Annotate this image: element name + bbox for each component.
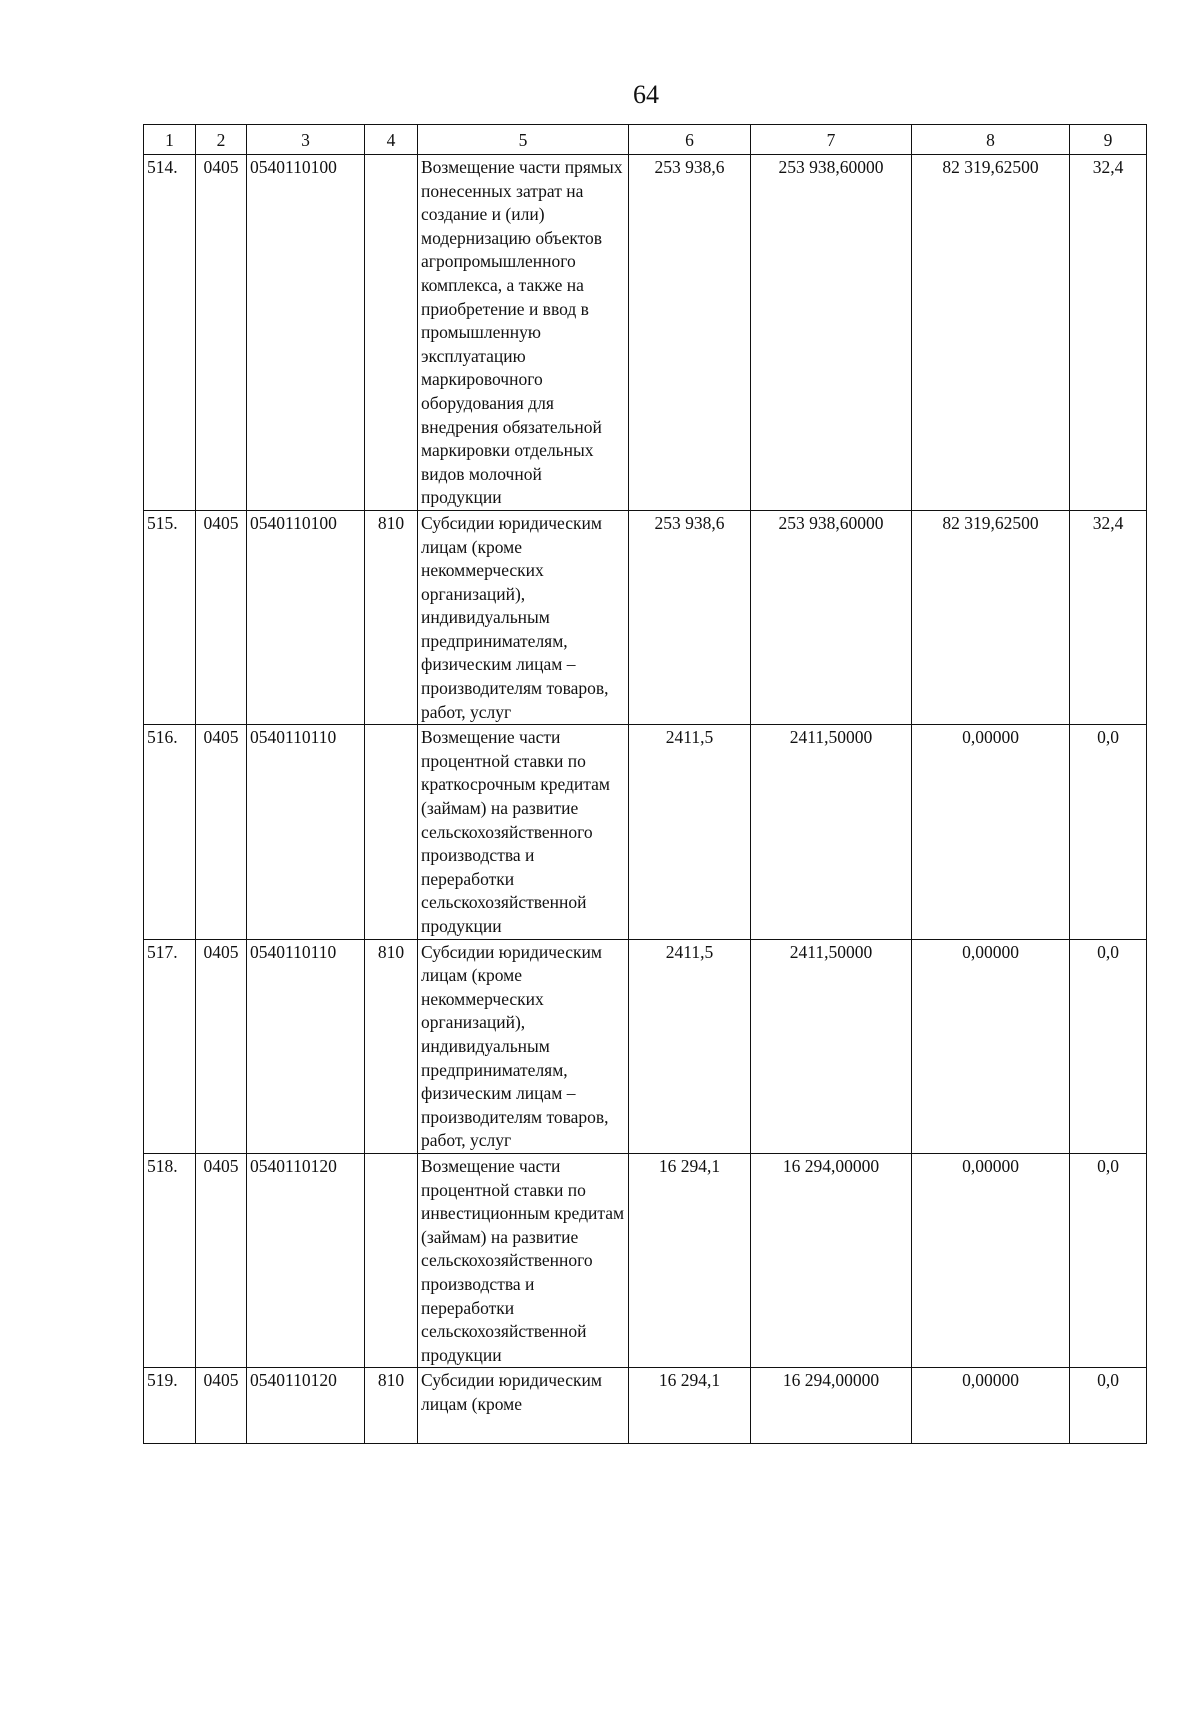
value-col-7: 16 294,00000 [751,1368,912,1444]
row-description: Возмещение части процентной ставки по краткосрочным кредитам (займам) на развитие сельскохозяйственного производства и переработки сельскохозяйственной продукции [418,725,629,939]
header-row [144,125,1147,155]
target-article-code: 0540110120 [247,1368,365,1444]
value-col-8: 0,00000 [912,1153,1070,1367]
table-row [144,155,1147,511]
expense-type-code [365,155,418,511]
column-header-6: 6 [629,125,751,155]
value-col-9: 0,0 [1070,1153,1147,1367]
row-number: 517. [144,939,196,1153]
section-code: 0405 [196,510,247,724]
row-number: 514. [144,155,196,511]
target-article-code: 0540110110 [247,939,365,1153]
value-col-8: 0,00000 [912,1368,1070,1444]
value-col-7: 2411,50000 [751,725,912,939]
value-col-7: 253 938,60000 [751,155,912,511]
row-description: Субсидии юридическим лицам (кроме [418,1368,629,1444]
column-header-7: 7 [751,125,912,155]
section-code: 0405 [196,725,247,939]
value-col-7: 253 938,60000 [751,510,912,724]
expense-type-code: 810 [365,510,418,724]
value-col-6: 16 294,1 [629,1368,751,1444]
target-article-code: 0540110100 [247,155,365,511]
value-col-8: 0,00000 [912,939,1070,1153]
row-description: Возмещение части процентной ставки по инвестиционным кредитам (займам) на развитие сельскохозяйственного производства и переработки сельскохозяйственной продукции [418,1153,629,1367]
row-number: 519. [144,1368,196,1444]
column-header-1: 1 [144,125,196,155]
value-col-8: 82 319,62500 [912,155,1070,511]
value-col-9: 32,4 [1070,155,1147,511]
section-code: 0405 [196,939,247,1153]
value-col-8: 82 319,62500 [912,510,1070,724]
value-col-9: 32,4 [1070,510,1147,724]
value-col-8: 0,00000 [912,725,1070,939]
section-code: 0405 [196,1368,247,1444]
budget-table [143,124,1147,1444]
row-description: Возмещение части прямых понесенных затрат на создание и (или) модернизацию объектов агропромышленного комплекса, а также на приобретение и ввод в промышленную эксплуатацию маркировочного оборудования для внедрения обязательной маркировки отдельных видов молочной продукции [418,155,629,511]
value-col-6: 253 938,6 [629,510,751,724]
table-row [144,510,1147,724]
expense-type-code: 810 [365,939,418,1153]
section-code: 0405 [196,155,247,511]
value-col-6: 16 294,1 [629,1153,751,1367]
column-header-3: 3 [247,125,365,155]
column-header-5: 5 [418,125,629,155]
column-header-8: 8 [912,125,1070,155]
value-col-7: 16 294,00000 [751,1153,912,1367]
expense-type-code [365,725,418,939]
value-col-9: 0,0 [1070,939,1147,1153]
row-number: 516. [144,725,196,939]
column-header-2: 2 [196,125,247,155]
value-col-6: 2411,5 [629,939,751,1153]
value-col-9: 0,0 [1070,725,1147,939]
expense-type-code [365,1153,418,1367]
row-description: Субсидии юридическим лицам (кроме некоммерческих организаций), индивидуальным предпринимателям, физическим лицам – производителям товаров, работ, услуг [418,510,629,724]
section-code: 0405 [196,1153,247,1367]
target-article-code: 0540110100 [247,510,365,724]
table-row [144,725,1147,939]
value-col-7: 2411,50000 [751,939,912,1153]
table-row [144,1368,1147,1444]
row-description: Субсидии юридическим лицам (кроме некоммерческих организаций), индивидуальным предпринимателям, физическим лицам – производителям товаров, работ, услуг [418,939,629,1153]
expense-type-code: 810 [365,1368,418,1444]
value-col-9: 0,0 [1070,1368,1147,1444]
row-number: 518. [144,1153,196,1367]
value-col-6: 253 938,6 [629,155,751,511]
table-row [144,1153,1147,1367]
column-header-9: 9 [1070,125,1147,155]
row-number: 515. [144,510,196,724]
page-number: 64 [633,80,659,109]
value-col-6: 2411,5 [629,725,751,939]
target-article-code: 0540110110 [247,725,365,939]
target-article-code: 0540110120 [247,1153,365,1367]
column-header-4: 4 [365,125,418,155]
table-row [144,939,1147,1153]
